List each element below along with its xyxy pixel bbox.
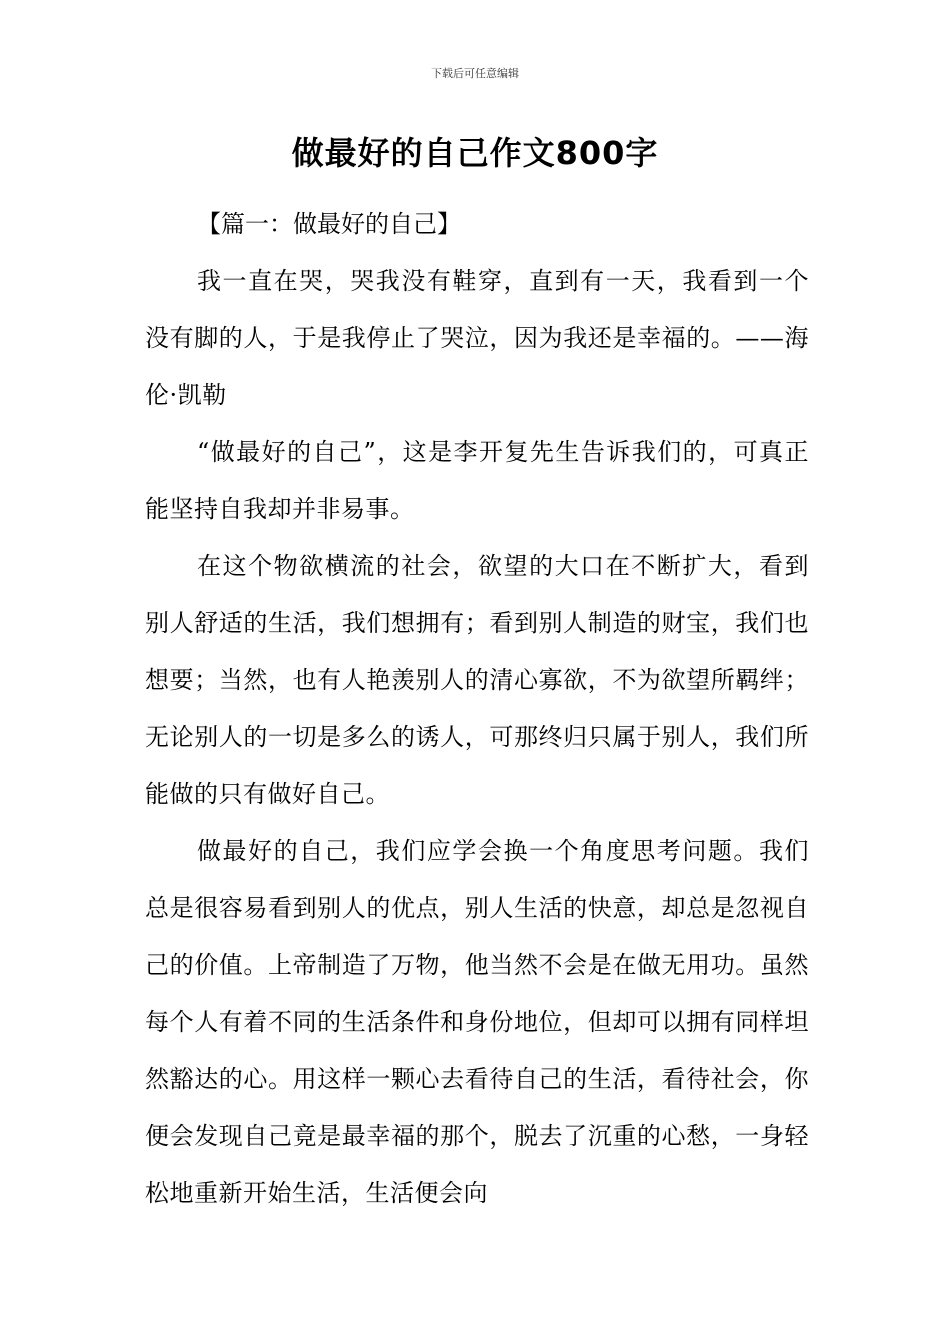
paragraph-3: 在这个物欲横流的社会，欲望的大口在不断扩大，看到别人舒适的生活，我们想拥有；看到别人制造的财宝，我们也想要；当然，也有人艳羡别人的清心寡欲，不为欲望所羁绊；无论别人的一切是多么的诱人，可那终归只属于别人，我们所能做的只有做好自己。	[145, 552, 809, 808]
paragraph-2: “做最好的自己”，这是李开复先生告诉我们的，可真正能坚持自我却并非易事。	[145, 438, 809, 523]
paragraph-4: 做最好的自己，我们应学会换一个角度思考问题。我们总是很容易看到别人的优点，别人生活的快意，却总是忽视自己的价值。上帝制造了万物，他当然不会是在做无用功。虽然每个人有着不同的生活条件和身份地位，但却可以拥有同样坦然豁达的心。用这样一颗心去看待自己的生活，看待社会，你便会发现自己竟是最幸福的那个，脱去了沉重的心愁，一身轻松地重新开始生活，生活便会向	[145, 837, 809, 1207]
section-heading: 【篇一：做最好的自己】	[197, 210, 461, 238]
paragraph-1: 我一直在哭，哭我没有鞋穿，直到有一天，我看到一个没有脚的人，于是我停止了哭泣，因为我还是幸福的。——海伦·凯勒	[145, 267, 809, 409]
document-title: 做最好的自己作文800字	[291, 134, 659, 172]
document-body	[145, 196, 809, 1222]
page-header-note: 下载后可任意编辑	[431, 67, 519, 80]
